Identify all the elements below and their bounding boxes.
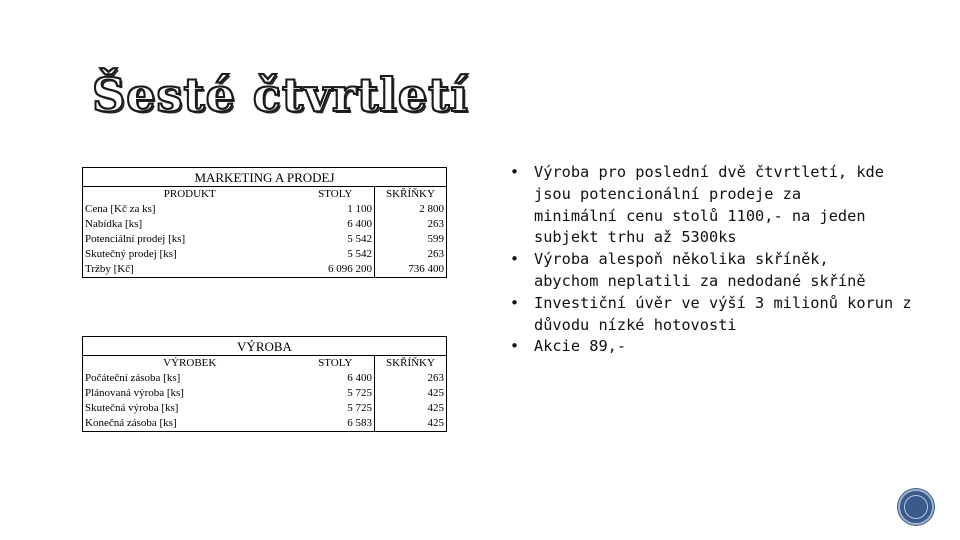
bullet-icon: • — [510, 250, 520, 269]
bullet-line: jsou potencionální prodeje za — [534, 184, 802, 203]
cell-skrinky: 599 — [375, 232, 447, 247]
table-row — [83, 217, 447, 232]
row-label: Skutečná výroba [ks] — [83, 401, 297, 416]
row-label: Nabídka [ks] — [83, 217, 297, 232]
cell-stoly: 1 100 — [297, 202, 375, 217]
bullet-item — [508, 293, 948, 337]
production-table — [82, 336, 447, 432]
column-header-skrinky: SKŘÍŇKY — [375, 187, 447, 203]
cell-skrinky: 263 — [375, 247, 447, 262]
marketing-table — [82, 167, 447, 278]
table-row — [83, 386, 447, 401]
cell-stoly: 6 583 — [297, 416, 375, 432]
table-row — [83, 232, 447, 247]
bullet-icon: • — [510, 163, 520, 181]
cell-stoly: 5 542 — [297, 232, 375, 247]
bullet-line: Akcie 89,- — [534, 337, 627, 356]
row-label: Počáteční zásoba [ks] — [83, 371, 297, 386]
bullet-list — [508, 162, 948, 358]
bullet-line: minimální cenu stolů 1100,- na jeden — [534, 206, 866, 225]
row-label: Plánovaná výroba [ks] — [83, 386, 297, 401]
cell-skrinky: 425 — [375, 416, 447, 432]
row-label: Konečná zásoba [ks] — [83, 416, 297, 432]
cell-skrinky: 425 — [375, 401, 447, 416]
bullet-item — [508, 162, 948, 249]
bullet-icon: • — [510, 337, 520, 356]
table-row — [83, 247, 447, 262]
table-row — [83, 416, 447, 432]
cell-skrinky: 263 — [375, 371, 447, 386]
column-header-product: VÝROBEK — [83, 356, 297, 372]
production-table-caption: VÝROBA — [83, 337, 447, 356]
table-row — [83, 371, 447, 386]
bullet-line: Výroba pro poslední dvě čtvrtletí, kde — [534, 163, 884, 181]
cell-stoly: 5 725 — [297, 386, 375, 401]
circle-nav-ring — [904, 495, 928, 519]
column-header-stoly: STOLY — [297, 356, 375, 372]
cell-skrinky: 263 — [375, 217, 447, 232]
cell-stoly: 5 725 — [297, 401, 375, 416]
column-header-stoly: STOLY — [297, 187, 375, 203]
bullet-icon: • — [510, 293, 520, 312]
bullet-line: subjekt trhu až 5300ks — [534, 228, 737, 247]
row-label: Skutečný prodej [ks] — [83, 247, 297, 262]
cell-skrinky: 2 800 — [375, 202, 447, 217]
slide-title: Šesté čtvrtletí — [92, 68, 469, 122]
column-header-product: PRODUKT — [83, 187, 297, 203]
cell-stoly: 6 400 — [297, 217, 375, 232]
cell-stoly: 6 400 — [297, 371, 375, 386]
cell-skrinky: 425 — [375, 386, 447, 401]
cell-stoly: 5 542 — [297, 247, 375, 262]
column-header-skrinky: SKŘÍŇKY — [375, 356, 447, 372]
cell-stoly: 6 096 200 — [297, 262, 375, 278]
row-label: Cena [Kč za ks] — [83, 202, 297, 217]
marketing-table-caption: MARKETING A PRODEJ — [83, 168, 447, 187]
bullet-line: abychom neplatili za nedodané skříně — [534, 271, 866, 290]
cell-skrinky: 736 400 — [375, 262, 447, 278]
row-label: Potenciální prodej [ks] — [83, 232, 297, 247]
table-row — [83, 262, 447, 278]
circle-nav-icon[interactable] — [898, 489, 934, 525]
table-row — [83, 401, 447, 416]
bullet-item — [508, 249, 948, 293]
table-row — [83, 202, 447, 217]
bullet-line: Výroba alespoň několika skříněk, — [534, 250, 829, 269]
bullet-line: důvodu nízké hotovosti — [534, 315, 737, 334]
bullet-item — [508, 336, 948, 358]
row-label: Tržby [Kč] — [83, 262, 297, 278]
bullet-line: Investiční úvěr ve výší 3 milionů korun z — [534, 293, 912, 312]
